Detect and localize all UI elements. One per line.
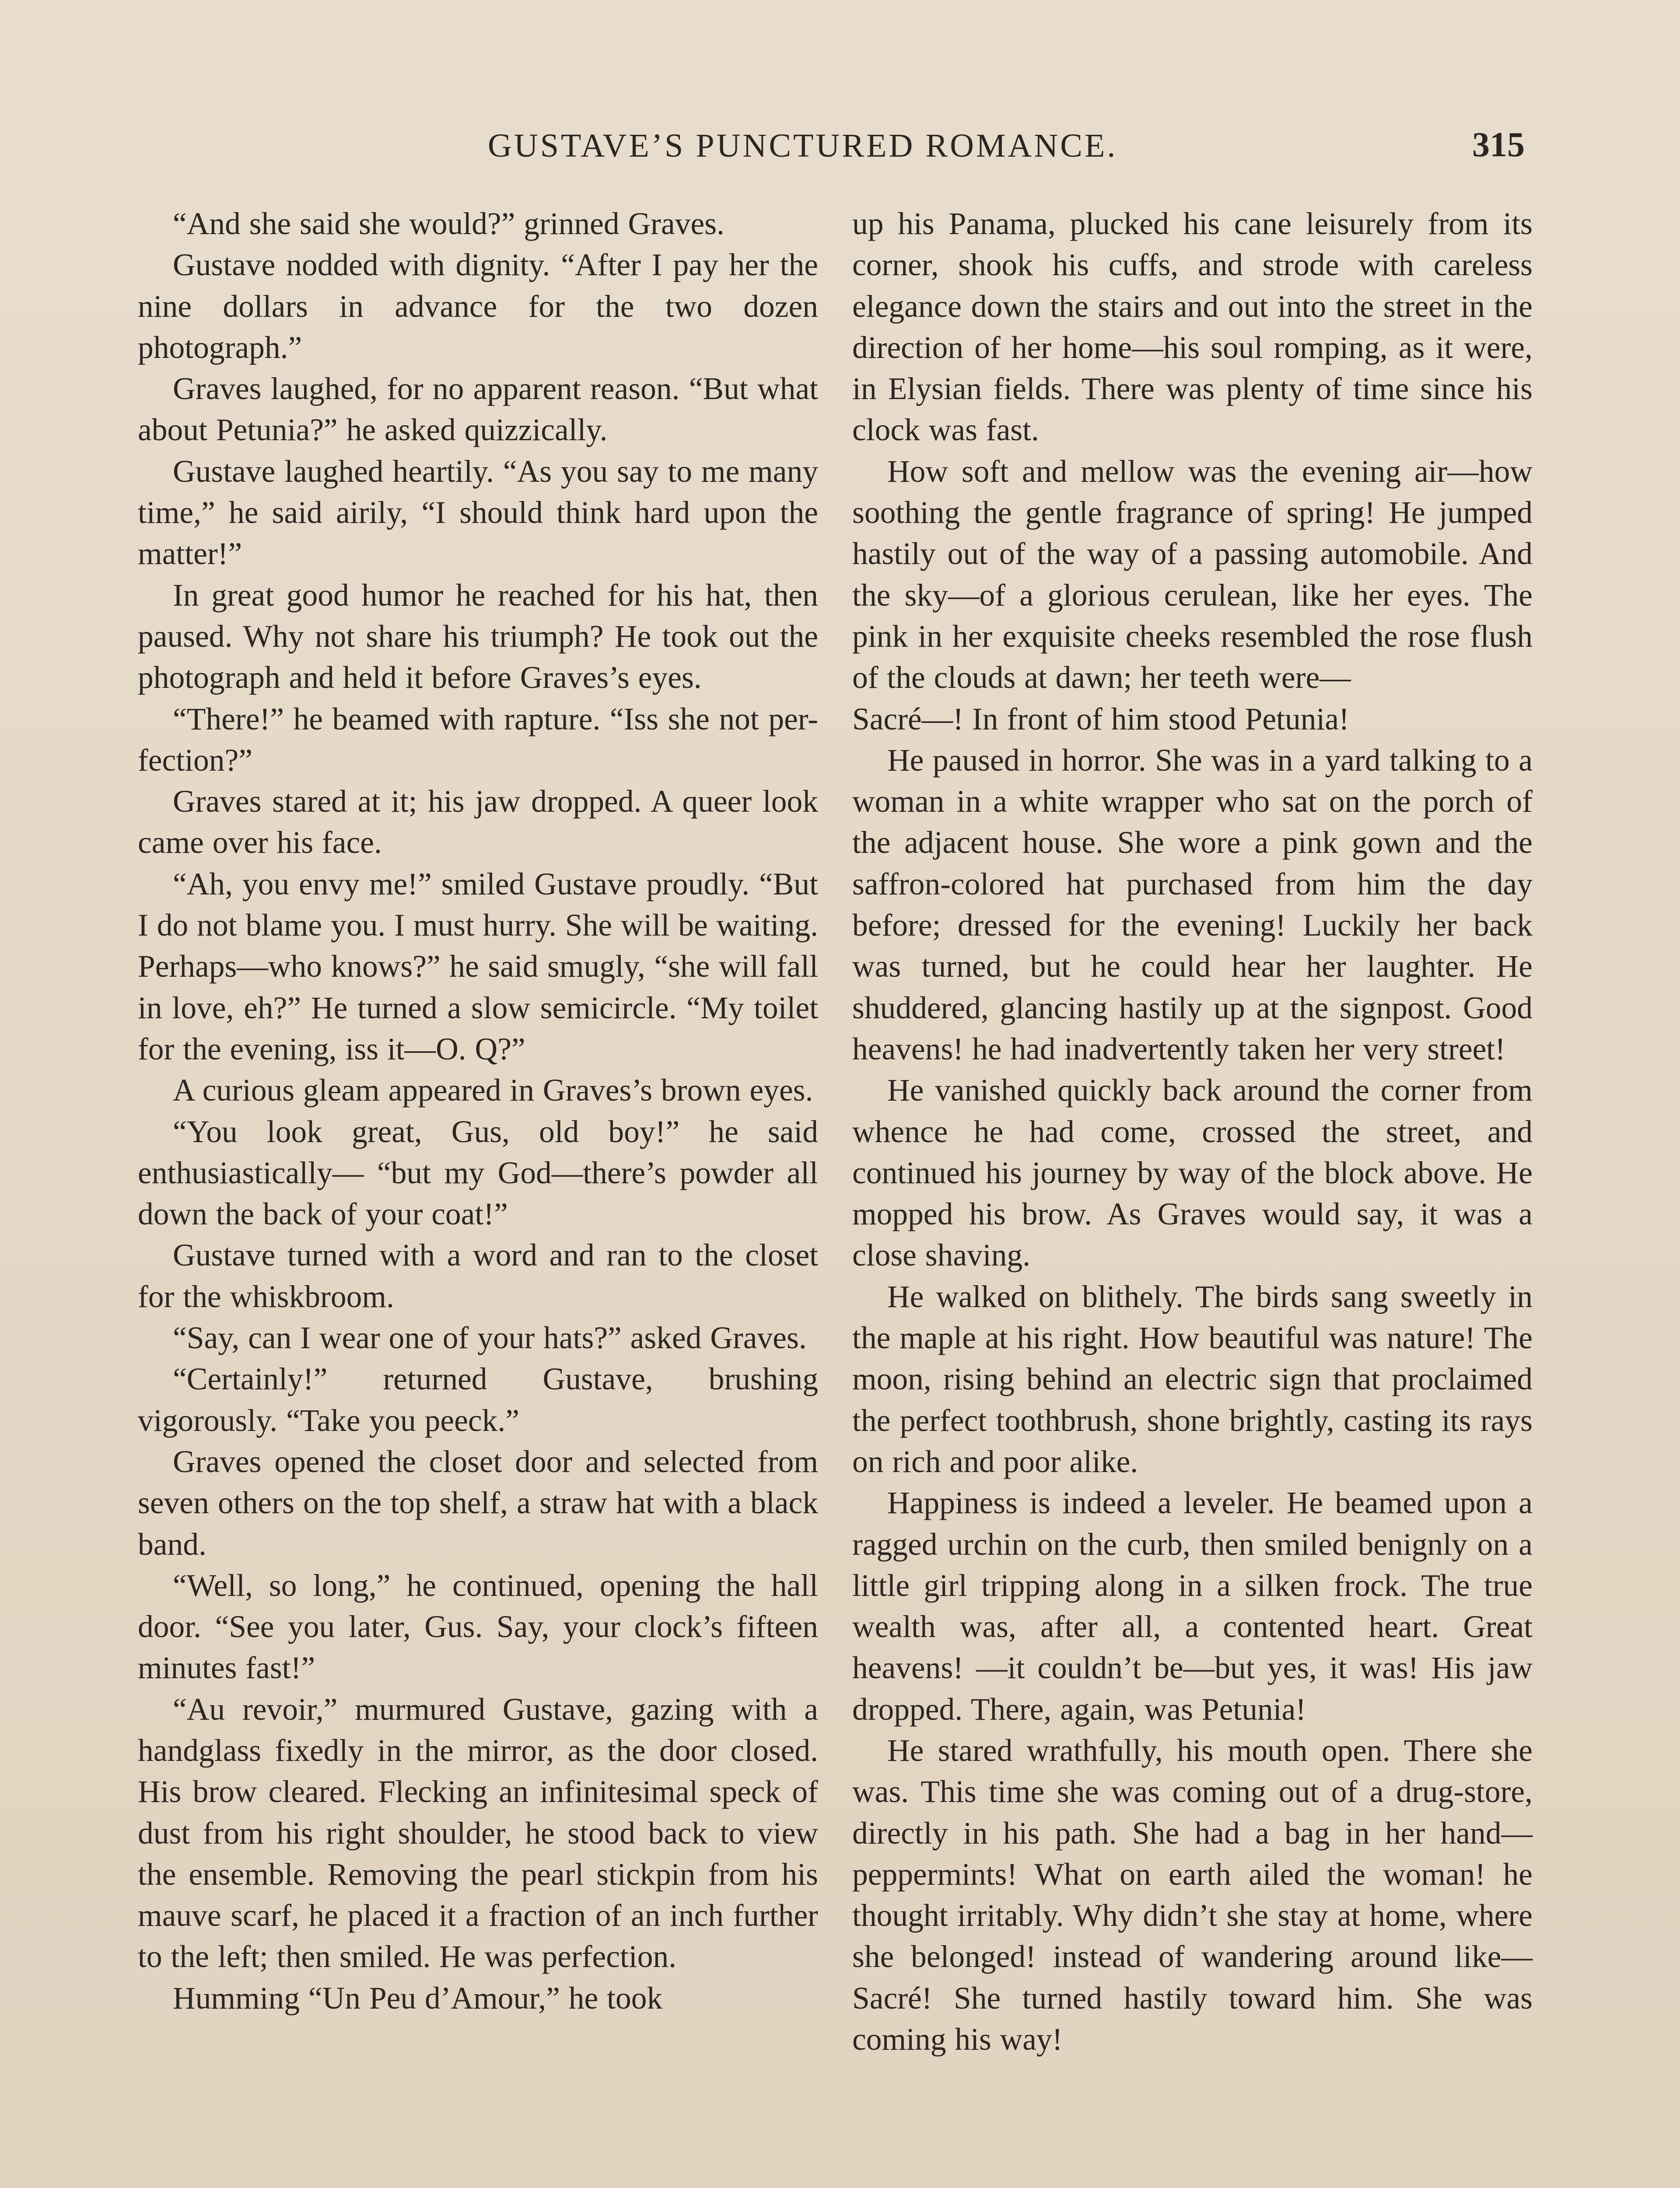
paragraph: “Say, can I wear one of your hats?” asked Graves. — [173, 1321, 807, 1356]
paragraph: Humming “Un Peu d’Amour,” he took — [173, 1981, 663, 2016]
running-title: GUSTAVE’S PUNCTURED ROMANCE. — [488, 127, 1118, 164]
paragraph: He paused in horror. She was in a yard talking to a woman in a white wrapper who sat on the porch of the adjacent house. She wore a pink gown and the saffron-colored hat purchased from him the day before; dressed for the evening! Luckily her back was turned, but he could hear her laughter. He shuddered, glancing hastily up at the signpost. Good heavens! he had inadvertently taken her very street! — [852, 743, 1533, 1066]
paragraph: “And she said she would?” grinned Graves. — [173, 207, 724, 241]
paragraph: Happiness is indeed a leveler. He beamed upon a ragged urchin on the curb, then smiled benignly on a little girl tripping along in a silken frock. The true wealth was, after all, a contented heart. Great heavens! —it couldn’t be—but yes, it was! His jaw dropped. There, again, was Petunia! — [852, 1486, 1533, 1727]
paragraph: How soft and mellow was the evening air—how soothing the gentle fragrance of spring! He jumped hastily out of the way of a passing automobile. And the sky—of a glorious cerulean, like her eyes. The pink in her exquisite cheeks resembled the rose flush of the clouds at dawn; her teeth were— — [852, 454, 1533, 695]
paragraph: up his Panama, plucked his cane leisurely from its corner, shook his cuffs, and strode with careless elegance down the stairs and out into the street in the direction of her home—his soul romping, as it were, in Elysian fields. There was plenty of time since his clock was fast. — [852, 207, 1533, 448]
paragraph: “Au revoir,” murmured Gustave, gazing with a handglass fixedly in the mirror, as the door closed. His brow cleared. Flecking an infinitesimal speck of dust from his right shoulder, he stood back to view the ensemble. Removing the pearl stickpin from his mauve scarf, he placed it a fraction of an inch further to the left; then smiled. He was perfection. — [138, 1692, 818, 1974]
paragraph: Sacré—! In front of him stood Petunia! — [852, 701, 1349, 736]
running-head — [0, 127, 1680, 175]
paragraph: Gustave laughed heartily. “As you say to me many time,” he said airily, “I should think hard upon the matter!” — [138, 454, 818, 572]
left-column — [138, 203, 818, 2188]
paragraph: He stared wrathfully, his mouth open. There she was. This time she was coming out of a drug-store, directly in his path. She had a bag in her hand—peppermints! What on earth ailed the woman! he thought irritably. Why didn’t she stay at home, where she belonged! instead of wandering around like—Sacré! She turned hastily toward him. She was coming his way! — [852, 1733, 1533, 2057]
paragraph: Graves laughed, for no apparent reason. “But what about Petunia?” he asked quizzically. — [138, 372, 818, 448]
paragraph: Graves opened the closet door and selected from seven others on the top shelf, a straw hat with a black band. — [138, 1444, 818, 1562]
paragraph: He vanished quickly back around the corner from whence he had come, crossed the street, and continued his journey by way of the block above. He mopped his brow. As Graves would say, it was a close shaving. — [852, 1073, 1533, 1273]
paragraph: He walked on blithely. The birds sang sweetly in the maple at his right. How beautiful was nature! The moon, rising behind an electric sign that proclaimed the perfect toothbrush, shone brightly, casting its rays on rich and poor alike. — [852, 1279, 1533, 1479]
paragraph: Gustave nodded with dignity. “After I pay her the nine dollars in advance for the two dozen photograph.” — [138, 248, 818, 365]
paragraph: “Ah, you envy me!” smiled Gustave proudly. “But I do not blame you. I must hurry. She will be waiting. Perhaps—who knows?” he said smugly, “she will fall in love, eh?” He turned a slow semicircle. “My toilet for the evening, iss it—O. Q?” — [138, 866, 818, 1066]
paragraph: “Well, so long,” he continued, opening the hall door. “See you later, Gus. Say, your clock’s fifteen minutes fast!” — [138, 1568, 818, 1686]
paragraph: “Certainly!” returned Gustave, brushing vigorously. “Take you peeck.” — [138, 1362, 818, 1438]
right-column — [852, 203, 1533, 2188]
paragraph: Graves stared at it; his jaw dropped. A queer look came over his face. — [138, 784, 818, 860]
paragraph: In great good humor he reached for his hat, then paused. Why not share his triumph? He took out the photograph and held it before Graves’s eyes. — [138, 578, 818, 695]
paragraph: Gustave turned with a word and ran to the closet for the whiskbroom. — [138, 1238, 818, 1314]
paragraph: “There!” he beamed with rapture. “Iss she not per-fection?” — [138, 701, 818, 778]
page-number: 315 — [1472, 126, 1525, 164]
paragraph: A curious gleam appeared in Graves’s brown eyes. — [173, 1073, 813, 1108]
paragraph: “You look great, Gus, old boy!” he said enthusiastically— “but my God—there’s powder all down the back of your coat!” — [138, 1114, 818, 1232]
